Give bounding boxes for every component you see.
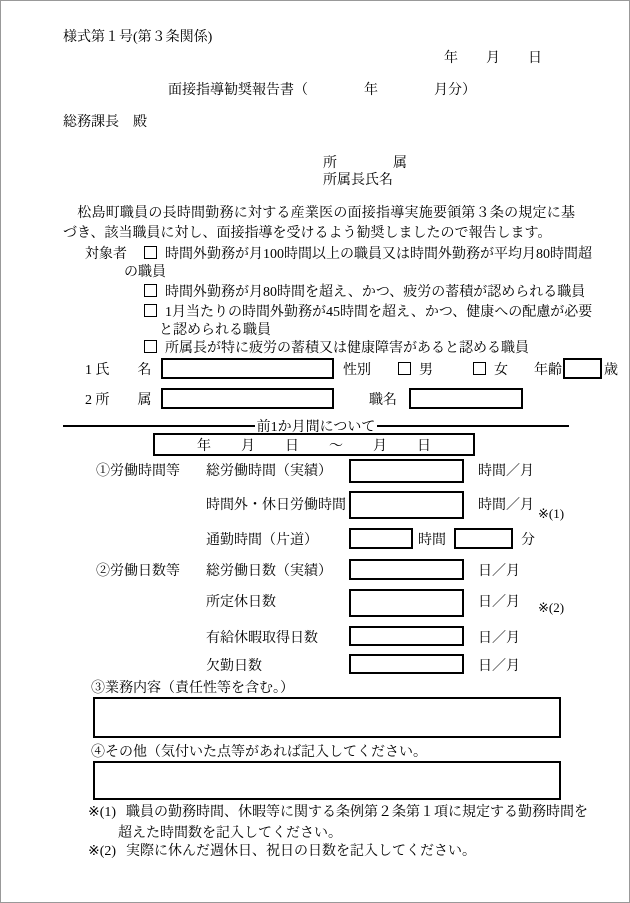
commute-time-label: 通勤時間（片道）	[206, 533, 318, 548]
work-description-textarea[interactable]	[93, 697, 561, 738]
footnote-1-text-line1: 職員の勤務時間、休暇等に関する条例第２条第１項に規定する勤務時間を	[126, 805, 588, 820]
total-work-hours-label: 総労働時間（実績）	[206, 464, 332, 479]
subject-option-3-text-line2: と認められる職員	[159, 323, 271, 338]
period-year-label: 年	[197, 438, 211, 454]
subject-option-3-text: 1月当たりの時間外勤務が45時間を超え、かつ、健康への配慮が必要	[165, 305, 593, 320]
male-checkbox[interactable]	[398, 362, 411, 375]
footnote-2-text: 実際に休んだ週休日、祝日の日数を記入してください。	[126, 844, 476, 859]
total-work-days-input[interactable]	[349, 559, 464, 580]
overtime-holiday-hours-input[interactable]	[349, 491, 464, 519]
female-checkbox[interactable]	[473, 362, 486, 375]
affiliation-head-label: 所属長氏名	[323, 173, 393, 188]
department-input[interactable]	[161, 388, 334, 409]
section1-heading: ①労働時間等	[96, 464, 180, 479]
total-work-hours-input[interactable]	[349, 459, 464, 483]
age-label: 年齢	[534, 363, 562, 378]
scheduled-days-off-label: 所定休日数	[206, 595, 276, 610]
gender-female-option	[473, 362, 508, 380]
paid-leave-days-input[interactable]	[349, 626, 464, 646]
footnote-2-marker: ※(2)	[88, 844, 117, 859]
commute-hours-unit: 時間	[418, 533, 446, 548]
addressee: 総務課長 殿	[63, 115, 147, 130]
footnote-ref-2: ※(2)	[538, 600, 565, 615]
period-day-label: 日	[285, 438, 299, 454]
period-range-box[interactable]	[153, 433, 475, 456]
period-end-day-label: 日	[417, 438, 431, 454]
name-input[interactable]	[161, 358, 334, 379]
affiliation-label: 所 属	[323, 156, 407, 171]
total-work-hours-unit: 時間／月	[478, 464, 534, 479]
subject-option-1-text-line2: の職員	[124, 265, 166, 280]
total-work-days-label: 総労働日数（実績）	[206, 564, 332, 579]
subject-option-1-text: 時間外勤務が月100時間以上の職員又は時間外勤務が平均月80時間超	[165, 247, 592, 262]
gender-male-option	[398, 362, 433, 380]
period-month-label: 月	[241, 438, 255, 454]
job-title-input[interactable]	[409, 388, 523, 409]
job-title-label: 職名	[369, 393, 397, 408]
commute-hours-input[interactable]	[349, 528, 413, 549]
male-label: 男	[419, 363, 433, 378]
subject-option-4	[144, 340, 529, 358]
scheduled-days-off-unit: 日／月	[478, 595, 520, 610]
section3-heading: ③業務内容（責任性等を含む。）	[91, 681, 294, 696]
commute-minutes-input[interactable]	[454, 528, 513, 549]
form-number: 様式第１号(第３条関係)	[63, 30, 213, 45]
body-paragraph: 松島町職員の長時間勤務に対する産業医の面接指導実施要領第３条の規定に基づき、該当職員に対し、面接指導を受けるよう勧奨しましたので報告します。	[63, 206, 575, 241]
scheduled-days-off-input[interactable]	[349, 589, 464, 617]
other-notes-textarea[interactable]	[93, 761, 561, 800]
female-label: 女	[494, 363, 508, 378]
period-end-month-label: 月	[373, 438, 387, 454]
period-tilde: ～	[329, 438, 343, 454]
overtime-holiday-hours-label: 時間外・休日労働時間	[206, 498, 346, 513]
name-label: 1 氏 名	[85, 363, 152, 378]
commute-minutes-unit: 分	[521, 533, 535, 548]
subject-option-3-checkbox[interactable]	[144, 304, 157, 317]
subject-option-4-text: 所属長が特に疲労の蓄積又は健康障害があると認める職員	[165, 341, 529, 356]
subject-option-3	[144, 304, 592, 322]
section2-heading: ②労働日数等	[96, 564, 180, 579]
section4-heading: ④その他（気付いた点等があれば記入してください。	[91, 745, 427, 760]
subject-option-2	[144, 284, 585, 302]
paid-leave-days-unit: 日／月	[478, 631, 520, 646]
subject-option-2-checkbox[interactable]	[144, 284, 157, 297]
age-unit-label: 歳	[604, 363, 618, 378]
paid-leave-days-label: 有給休暇取得日数	[206, 631, 318, 646]
gender-label: 性別	[343, 363, 371, 378]
divider-label: 前1か月間について	[256, 420, 376, 435]
divider-line-right	[377, 425, 569, 427]
subject-option-2-text: 時間外勤務が月80時間を超え、かつ、疲労の蓄積が認められる職員	[165, 285, 586, 300]
subject-option-1	[144, 246, 592, 264]
report-date-line: 年 月 日	[444, 51, 542, 66]
absence-days-label: 欠勤日数	[206, 659, 262, 674]
footnote-1-marker: ※(1)	[88, 805, 117, 820]
divider-line-left	[63, 425, 255, 427]
absence-days-unit: 日／月	[478, 659, 520, 674]
absence-days-input[interactable]	[349, 654, 464, 674]
total-work-days-unit: 日／月	[478, 564, 520, 579]
page-title: 面接指導勧奨報告書（ 年 月分）	[168, 83, 476, 98]
age-input[interactable]	[563, 358, 602, 379]
subjects-label: 対象者	[85, 247, 127, 262]
subject-option-1-checkbox[interactable]	[144, 246, 157, 259]
footnote-1-text-line2: 超えた時間数を記入してください。	[118, 826, 342, 841]
department-label: 2 所 属	[85, 393, 152, 408]
overtime-holiday-hours-unit: 時間／月	[478, 498, 534, 513]
subject-option-4-checkbox[interactable]	[144, 340, 157, 353]
footnote-ref-1: ※(1)	[538, 506, 565, 521]
